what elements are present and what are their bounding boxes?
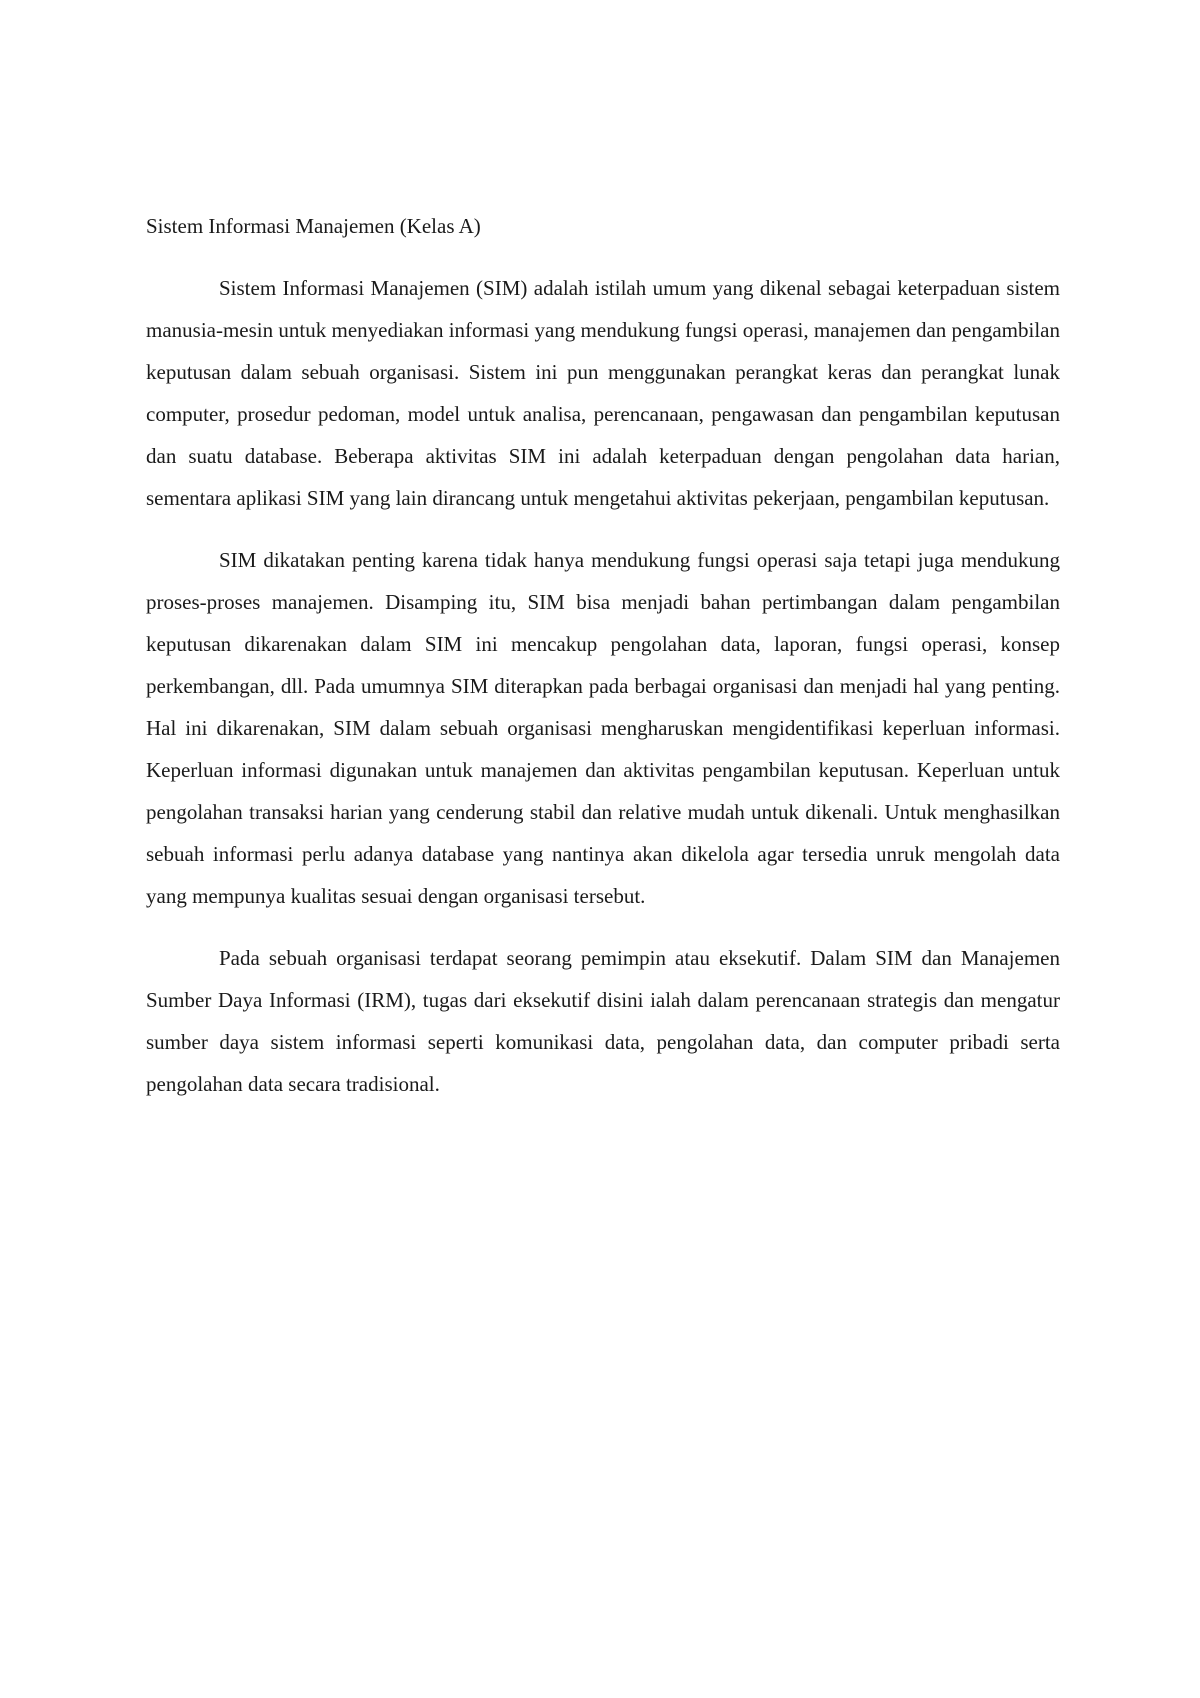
document-title: Sistem Informasi Manajemen (Kelas A) — [146, 214, 481, 238]
paragraph-importance: SIM dikatakan penting karena tidak hanya mendukung fungsi operasi saja tetapi juga mendukung proses-proses manajemen. Disamping itu, SIM bisa menjadi bahan pertimbangan dalam pengambilan keputusan dikarenakan dalam SIM ini mencakup pengolahan data, laporan, fungsi operasi, konsep perkembangan, dll. Pada umumnya SIM diterapkan pada berbagai organisasi dan menjadi hal yang penting. Hal ini dikarenakan, SIM dalam sebuah organisasi mengharuskan mengidentifikasi keperluan informasi. Keperluan informasi digunakan untuk manajemen dan aktivitas pengambilan keputusan. Keperluan untuk pengolahan transaksi harian yang cenderung stabil dan relative mudah untuk dikenali. Untuk menghasilkan sebuah informasi perlu adanya database yang nantinya akan dikelola agar tersedia unruk mengolah data yang mempunya kualitas sesuai dengan organisasi tersebut. — [146, 548, 1060, 908]
paragraph-definition: Sistem Informasi Manajemen (SIM) adalah istilah umum yang dikenal sebagai keterpaduan sistem manusia-mesin untuk menyediakan informasi yang mendukung fungsi operasi, manajemen dan pengambilan keputusan dalam sebuah organisasi. Sistem ini pun menggunakan perangkat keras dan perangkat lunak computer, prosedur pedoman, model untuk analisa, perencanaan, pengawasan dan pengambilan keputusan dan suatu database. Beberapa aktivitas SIM ini adalah keterpaduan dengan pengolahan data harian, sementara aplikasi SIM yang lain dirancang untuk mengetahui aktivitas pekerjaan, pengambilan keputusan. — [146, 276, 1060, 510]
paragraph-executive: Pada sebuah organisasi terdapat seorang pemimpin atau eksekutif. Dalam SIM dan Manajemen Sumber Daya Informasi (IRM), tugas dari eksekutif disini ialah dalam perencanaan strategis dan mengatur sumber daya sistem informasi seperti komunikasi data, pengolahan data, dan computer pribadi serta pengolahan data secara tradisional. — [146, 946, 1060, 1096]
document-body — [146, 205, 1060, 1105]
